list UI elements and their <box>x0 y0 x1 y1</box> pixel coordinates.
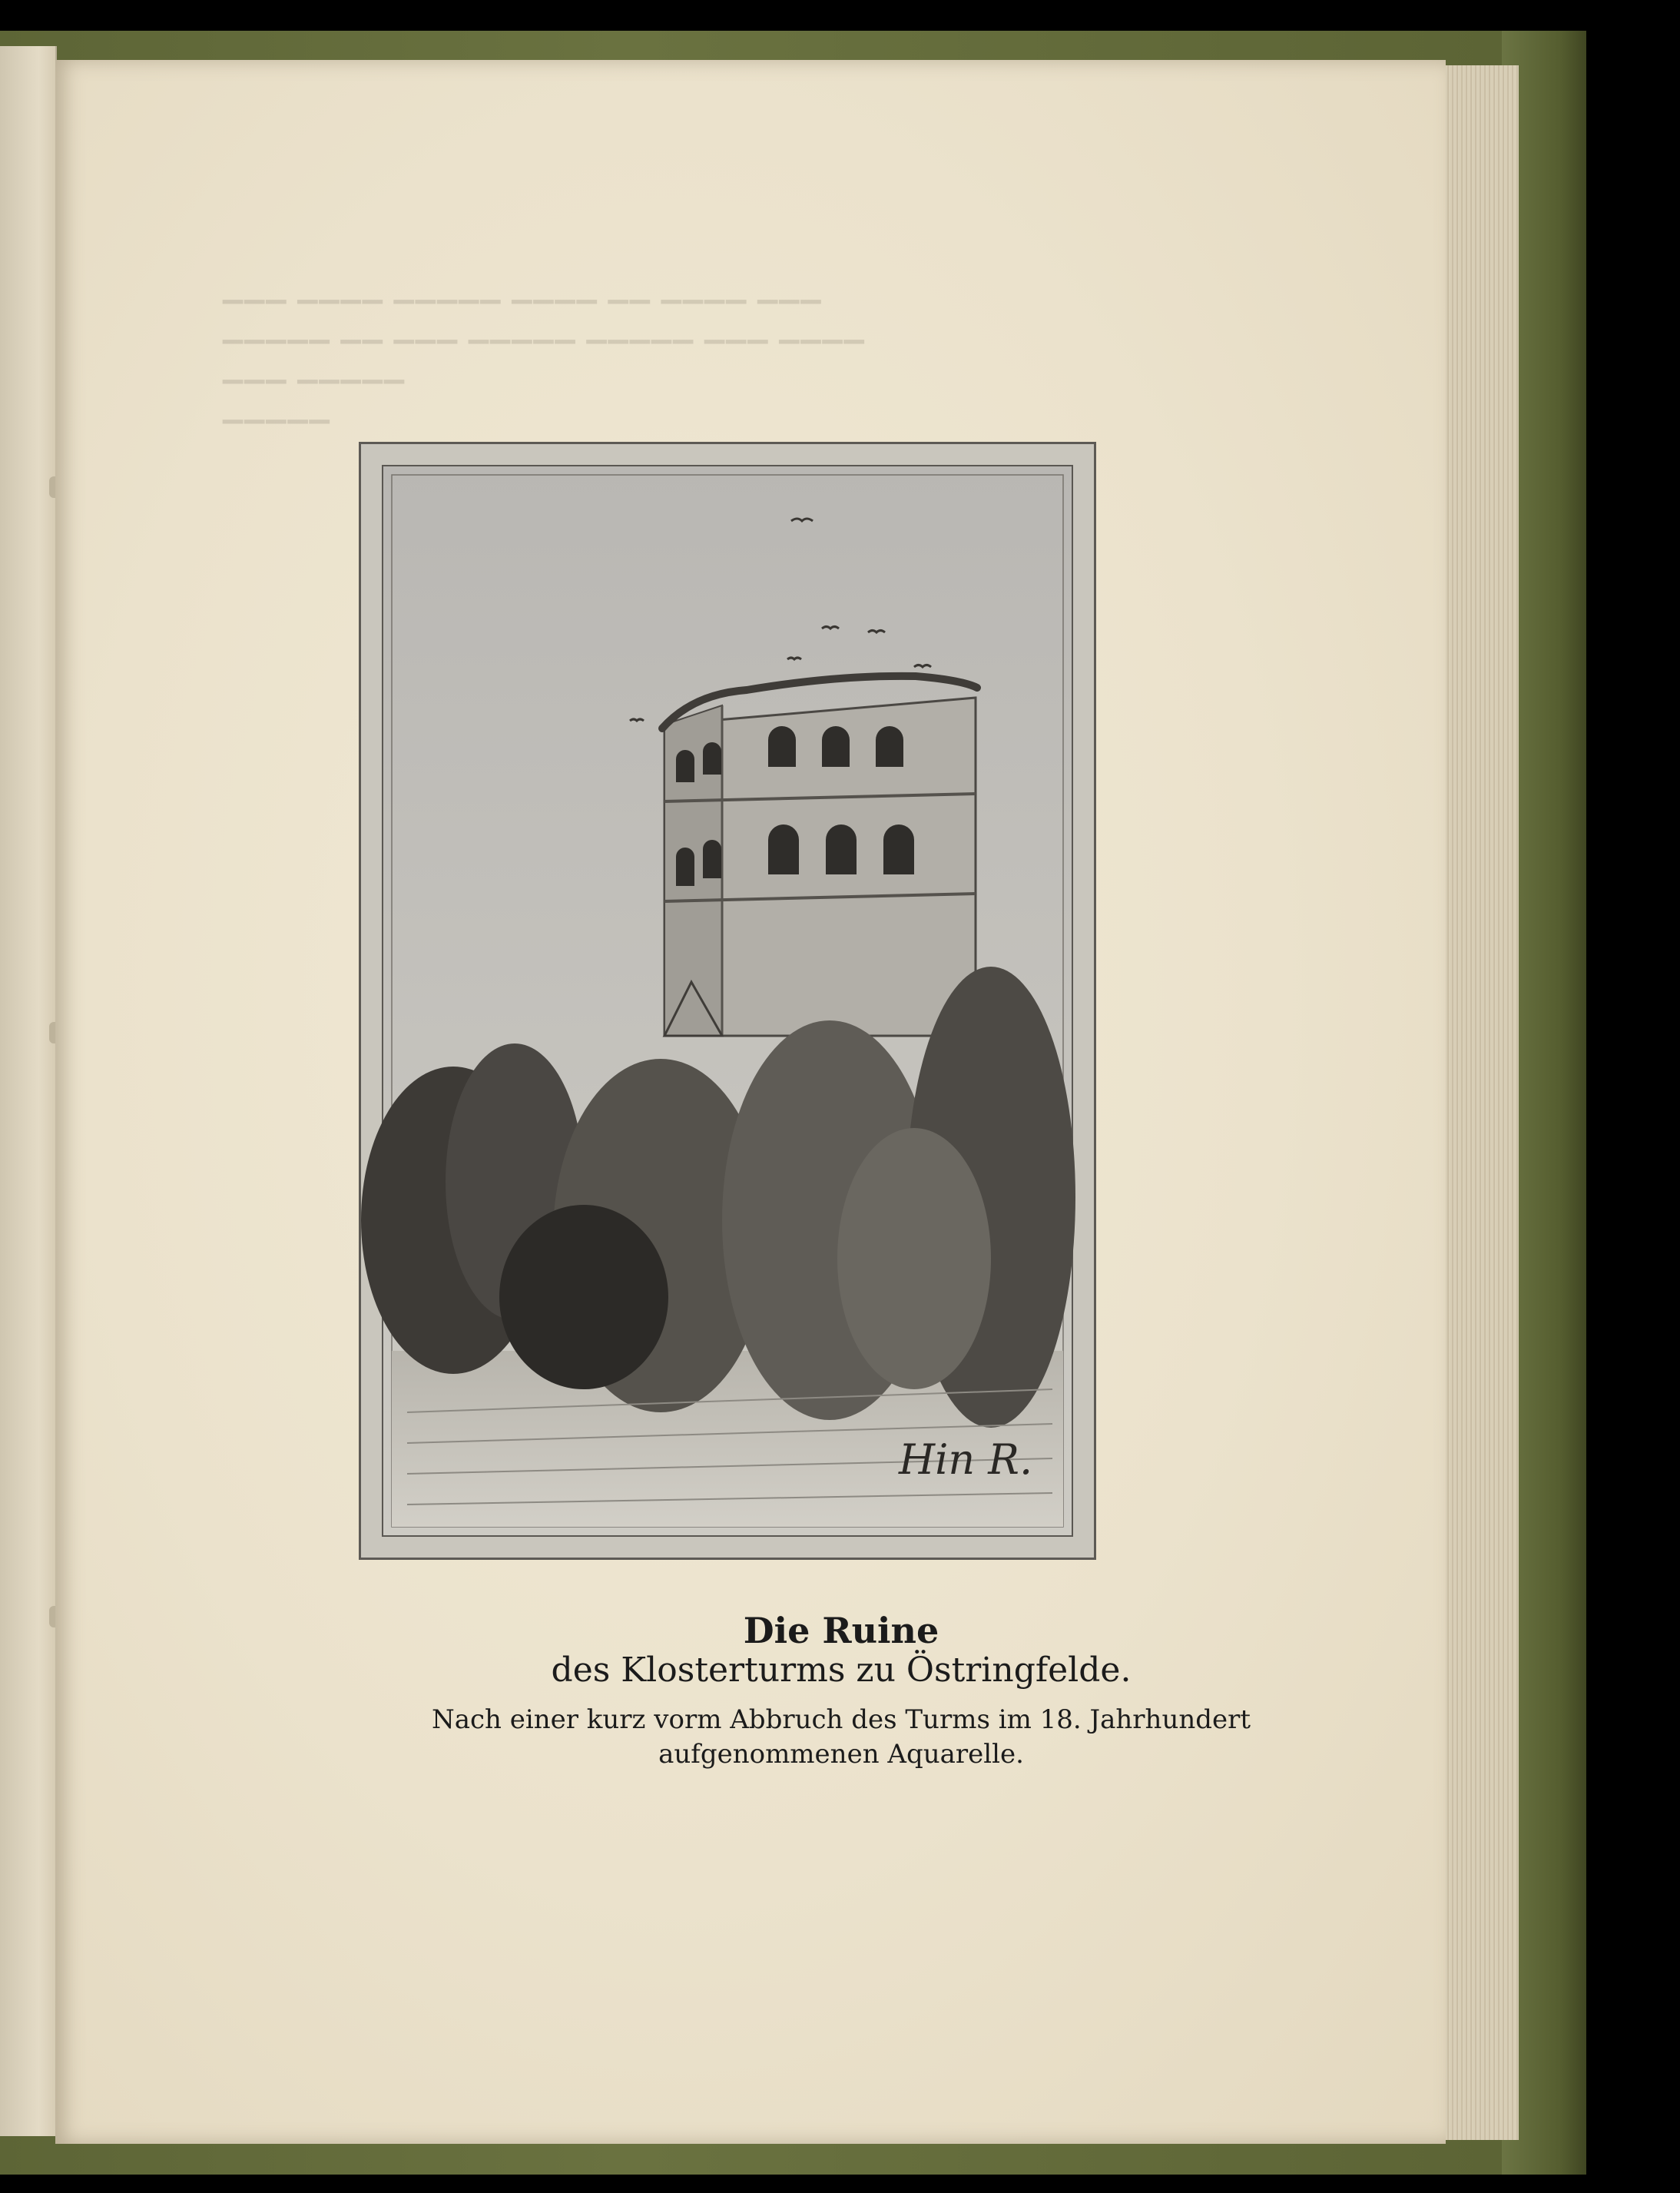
caption-title: Die Ruine <box>743 1610 939 1651</box>
caption-subtitle: des Klosterturms zu Östringfelde. <box>551 1651 1132 1690</box>
illustration-plate <box>359 442 1096 1560</box>
tower-ruin-drawing <box>361 444 1094 1558</box>
show-through-text: ▔▔▔ ▔▔▔▔ ▔▔▔▔▔ ▔▔▔▔ ▔▔ ▔▔▔▔ ▔▔▔ ▔▔▔▔▔ ▔▔ ▔▔▔ ▔▔▔▔▔ ▔▔▔▔▔ ▔▔▔ ▔▔▔▔ ▔▔▔ ▔▔▔▔▔ ▔▔▔▔▔ <box>223 300 866 451</box>
caption-note-line: aufgenommenen Aquarelle. <box>658 1739 1024 1770</box>
caption-note-line: Nach einer kurz vorm Abbruch des Turms im 18. Jahrhundert <box>431 1704 1251 1735</box>
artist-signature: Hin R. <box>899 1435 1033 1484</box>
tower <box>662 676 977 1036</box>
facing-page <box>0 46 57 2136</box>
